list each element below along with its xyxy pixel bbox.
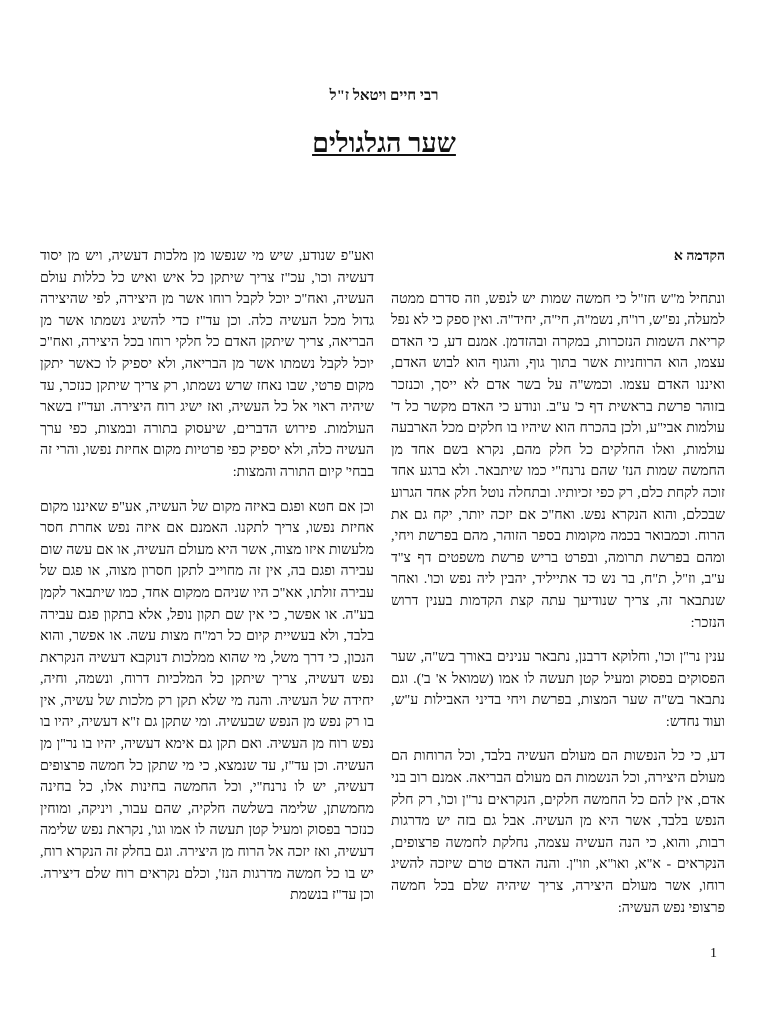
right-column [391,246,725,932]
paragraph: ונתחיל מ"ש חז"ל כי חמשה שמות יש לנפש, וזה סדרם ממטה למעלה, נפ"ש, רו"ח, נשמ"ה, חי"ה, יחיד"ה. ואין ספק כי לא נפל קריאת השמות הנזכרות, במקרה ובהזדמן. אמנם דע, כי האדם עצמו, הוא הרוחניות אשר בתוך גוף, והגוף הוא לבוש האדם, ואיננו האדם עצמו. וכמש"ה על בשר אדם לא ייסך, וכנזכר בזוהר פרשת בראשית דף כ' ע"ב. ונודע כי האדם מקשר כל ד' עולמות אבי"ע, ולכן בהכרח הוא שיהיו בו חלקים מכל הארבעה עולמות, ואלו החלקים כל חלק מהם, נקרא בשם אחד מן החמשה שמות הנז' שהם נרנח"י כמו שיתבאר. ולא ברגע אחד זוכה לקחת כלם, רק כפי זכיותיו. ובתחלה נוטל חלק אחד הגרוע שבכלם, והוא הנקרא נפש. ואח"כ אם יזכה יותר, יקח גם את הרוח. וכמבואר בכמה מקומות בספר הזוהר, מהם בפרשת ויחי, ומהם בפרשת תרומה, ובפרט בריש פרשת משפטים דף צ"ד ע"ב, וז"ל, ת"ח, בר נש כד אתייליד, יהבין ליה נפש וכו'. ואחר שנתבאר זה, צריך שנודיעך עתה קצת הקדמות בענין דרוש הנזכר: [391,290,725,631]
author-line: רבי חיים ויטאל ז"ל [329,88,439,104]
paragraph: ואע"פ שנודע, שיש מי שנפשו מן מלכות דעשיה, ויש מן יסוד דעשיה וכו', עכ"ז צריך שיתקן כל איש ואיש כל כללות עולם העשיה, ואח"כ יוכל לקבל רוחו אשר מן היצירה, לפי שהיצירה גדול מכל העשיה כלה. וכן עד"ז כדי להשיג נשמתו אשר מן הבריאה, צריך שיתקן האדם כל חלקי רוחו בכל היצירה, ואח"כ יוכל לקבל נשמתו אשר מן הבריאה, ולא יספיק לו כאשר יתקן מקום פרטי, שבו נאחז שרש נשמתו, רק צריך שיתקן כנזכר, עד שיהיה ראוי אל כל העשיה, ואז ישיג רוח היצירה. ועד"ז בשאר העולמות. פירוש הדברים, שיעסוק בתורה ובמצות, כפי ערך העשיה כלה, ולא יספיק כפי פרטיות מקום אחיזת נפשו, והרי זה בבחי' קיום התורה והמצות: [40,248,374,480]
section-heading: הקדמה א [673,249,725,264]
left-column [40,246,374,920]
page-title: שער הגלגולים [312,128,456,158]
paragraph: דע, כי כל הנפשות הם מעולם העשיה בלבד, וכל הרוחות הם מעולם היצירה, וכל הנשמות הם מעולם הבריאה. אמנם רוב בני אדם, אין להם כל החמשה חלקים, הנקראים נר"ן וכו', רק חלק הנפש בלבד, אשר היא מן העשיה. אבל גם בזה יש מדרגות רבות, והוא, כי הנה העשיה עצמה, נחלקת לחמשה פרצופים, הנקראים - א"א, ואו"א, וזו"ן. והנה האדם טרם שיזכה להשיג רוחו, אשר מעולם היצירה, צריך שיהיה שלם בכל חמשה פרצופי נפש העשיה: [391,748,725,916]
paragraph: ענין נר"ן וכו', וחלוקא דרבנן, נתבאר ענינים באורך בש"ה, שער הפסוקים בפסוק ומעיל קטן תעשה לו אמו (שמואל א' ב'). וגם נתבאר בש"ה שער המצות, בפרשת ויחי בדיני האבילות ע"ש, ועוד נחדש: [391,649,725,730]
paragraph: וכן אם חטא ופגם באיזה מקום של העשיה, אע"פ שאיננו מקום אחיזת נפשו, צריך לתקנו. האמנם אם איזה נפש אחרת חסר מלעשות איזו מצוה, אשר היא מעולם העשיה, או אם עשה שום עבירה ופגם בה, אין זה מחוייב לתקן חסרון מצוה, או פגם של עבירה זולתו, אא"כ היו שניהם ממקום אחד, כמו שיתבאר לקמן בע"ה. או אפשר, כי אין שם תקון נופל, אלא בתקון פגם עבירה בלבד, ולא בעשיית קיום כל רמ"ח מצות עשה. או אפשר, והוא הנכון, כי דרך משל, מי שהוא ממלכות דנוקבא דעשיה הנקראת נפש דעשיה, צריך שיתקן כל המלכיות דרוח, ונשמה, וחיה, יחידה של העשיה. והנה מי שלא תקן רק מלכות של עשיה, אין בו רק נפש מן הנפש שבעשיה. ומי שתקן גם ז"א דעשיה, יהיו בו נפש רוח מן העשיה. ואם תקן גם אימא דעשיה, יהיו בו נר"ן מן העשיה. וכן עד"ז, עד שנמצא, כי מי שתקן כל חמשה פרצופים דעשיה, יש לו נרנח"י, וכל החמשה בחינות אלו, כל בחינה מחמשתן, שלימה בשלשה חלקיה, שהם עבור, ויניקה, ומוחין כנזכר בפסוק ומעיל קטן תעשה לו אמו וגו', נקראת נפש שלימה דעשיה, ואז יזכה אל הרוח מן היצירה. וגם בחלק זה הנקרא רוח, יש בו כל חמשה מדרגות הנז', וכלם נקראים רוח שלם דיצירה. וכן עד"ז בנשמת [40,498,374,904]
page-number: 1 [710,946,717,961]
